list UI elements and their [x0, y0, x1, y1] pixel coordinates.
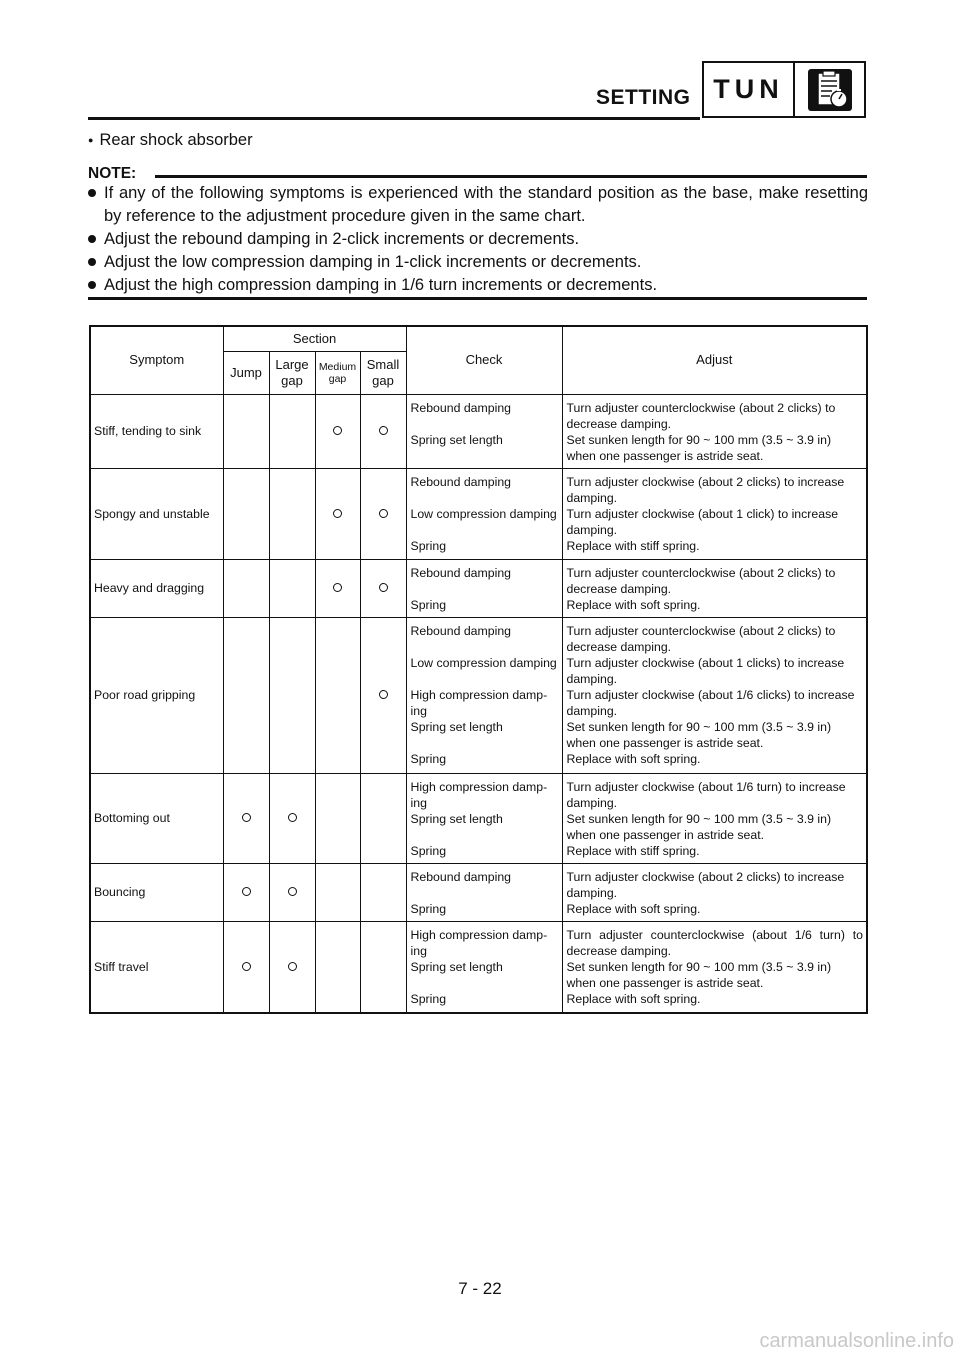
section-mark-cell — [360, 559, 406, 617]
adjust-item: Set sunken length for 90 ~ 100 mm (3.5 ~ 3.9 in) when one passenger is astride seat. — [566, 432, 832, 463]
adjust-cell — [562, 468, 867, 559]
adjust-cell — [562, 394, 867, 468]
check-item: Low compression damping — [410, 655, 557, 670]
circle-mark-icon — [333, 426, 342, 435]
symptom-cell: Bottoming out — [90, 773, 223, 863]
adjust-cell — [562, 559, 867, 617]
table-row — [90, 921, 867, 1013]
section-mark-cell — [315, 773, 360, 863]
check-item — [411, 522, 559, 538]
adjust-item: Turn adjuster counterclockwise (about 2 clicks) to decrease damping. — [566, 400, 836, 431]
symptom-cell: Poor road gripping — [90, 617, 223, 773]
check-cell — [406, 863, 562, 921]
section-mark-cell — [360, 468, 406, 559]
check-cell — [406, 559, 562, 617]
circle-mark-icon — [288, 962, 297, 971]
adjust-cell — [562, 617, 867, 773]
header-check: Check — [406, 326, 562, 394]
circle-mark-icon — [288, 813, 297, 822]
section-mark-cell — [315, 559, 360, 617]
header-section: Section — [223, 326, 406, 351]
section-badge — [702, 61, 866, 118]
header-adjust: Adjust — [562, 326, 867, 394]
check-item: ing — [410, 795, 427, 810]
check-cell — [406, 921, 562, 1013]
circle-mark-icon — [242, 962, 251, 971]
adjust-item: Turn adjuster clockwise (about 1 clicks) to increase damping. — [566, 655, 845, 686]
check-item: Spring — [410, 843, 447, 858]
adjust-item: Turn adjuster clockwise (about 1 click) to increase damping. — [566, 506, 839, 537]
section-mark-cell — [315, 863, 360, 921]
header-jump: Jump — [223, 351, 269, 394]
rear-shock-setting-table — [89, 325, 868, 1014]
check-item — [411, 639, 559, 655]
check-item: High compression damp- — [410, 687, 548, 702]
section-mark-cell — [223, 559, 269, 617]
adjust-cell — [562, 921, 867, 1013]
section-mark-cell — [360, 773, 406, 863]
page-number: 7 - 22 — [458, 1279, 502, 1298]
circle-mark-icon — [379, 426, 388, 435]
section-mark-cell — [315, 394, 360, 468]
symptom-cell: Stiff, tending to sink — [90, 394, 223, 468]
adjust-item: Replace with stiff spring. — [566, 843, 700, 858]
check-item: Spring set length — [410, 432, 503, 447]
bullet-icon — [88, 235, 96, 243]
header-rule — [88, 117, 700, 120]
section-mark-cell — [223, 773, 269, 863]
check-item: Spring set length — [410, 811, 503, 826]
table-row — [90, 394, 867, 468]
check-item: Rebound damping — [410, 623, 512, 638]
clipboard-stopwatch-icon — [795, 63, 864, 116]
table-row — [90, 468, 867, 559]
check-item: High compression damp- — [410, 779, 548, 794]
check-item: Spring — [410, 901, 447, 916]
circle-mark-icon — [242, 887, 251, 896]
check-item — [411, 885, 559, 901]
note-rule-top — [155, 175, 867, 178]
adjust-item: Replace with soft spring. — [566, 597, 701, 612]
check-item: Low compression damping — [410, 506, 557, 521]
header-symptom: Symptom — [90, 326, 223, 394]
section-mark-cell — [223, 863, 269, 921]
table-row — [90, 617, 867, 773]
check-item: Rebound damping — [410, 400, 512, 415]
table-row — [90, 559, 867, 617]
section-mark-cell — [269, 559, 315, 617]
note-item: Adjust the rebound damping in 2-click increments or decrements. — [88, 228, 868, 251]
circle-mark-icon — [379, 690, 388, 699]
section-mark-cell — [269, 617, 315, 773]
check-cell — [406, 773, 562, 863]
watermark: carmanualsonline.info — [759, 1330, 954, 1352]
symptom-cell: Stiff travel — [90, 921, 223, 1013]
adjust-item: Replace with soft spring. — [566, 901, 701, 916]
note-label: NOTE: — [88, 165, 137, 182]
adjust-item: Replace with soft spring. — [566, 991, 701, 1006]
section-mark-cell — [360, 394, 406, 468]
check-item: Spring — [410, 597, 447, 612]
table-row — [90, 773, 867, 863]
bullet-icon — [88, 281, 96, 289]
check-item: Rebound damping — [410, 565, 512, 580]
adjust-item: Turn adjuster clockwise (about 2 clicks) to increase damping. — [566, 869, 845, 900]
check-item: High compression damp- — [410, 927, 548, 942]
check-item — [411, 975, 559, 991]
section-mark-cell — [315, 617, 360, 773]
adjust-item: Turn adjuster counterclockwise (about 2 clicks) to decrease damping. — [566, 623, 836, 654]
adjust-item: Set sunken length for 90 ~ 100 mm (3.5 ~ 3.9 in) when one passenger is astride seat. — [566, 719, 832, 750]
check-item — [411, 671, 559, 687]
check-item: Spring — [410, 751, 447, 766]
check-item: ing — [410, 703, 427, 718]
circle-mark-icon — [242, 813, 251, 822]
symptom-cell: Bouncing — [90, 863, 223, 921]
section-mark-cell — [223, 394, 269, 468]
note-item: Adjust the low compression damping in 1-click increments or decrements. — [88, 251, 868, 274]
check-item — [411, 735, 559, 751]
circle-mark-icon — [288, 887, 297, 896]
check-cell — [406, 617, 562, 773]
check-cell — [406, 394, 562, 468]
adjust-item: Replace with soft spring. — [566, 751, 701, 766]
adjust-item: Turn adjuster clockwise (about 1/6 clicks) to increase damping. — [566, 687, 855, 718]
section-mark-cell — [269, 863, 315, 921]
adjust-item: Turn adjuster clockwise (about 2 clicks) to increase damping. — [566, 474, 845, 505]
check-item: Spring — [410, 991, 447, 1006]
section-mark-cell — [269, 773, 315, 863]
check-item — [411, 827, 559, 843]
section-mark-cell — [269, 468, 315, 559]
section-mark-cell — [223, 617, 269, 773]
check-item: Spring set length — [410, 719, 503, 734]
adjust-item: Turn adjuster counterclockwise (about 2 clicks) to decrease damping. — [566, 565, 836, 596]
section-mark-cell — [223, 468, 269, 559]
symptom-cell: Spongy and unstable — [90, 468, 223, 559]
section-mark-cell — [269, 394, 315, 468]
section-code: TUN — [704, 63, 795, 116]
section-mark-cell — [360, 921, 406, 1013]
check-cell — [406, 468, 562, 559]
circle-mark-icon — [333, 509, 342, 518]
note-item: If any of the following symptoms is experienced with the standard position as the base, make resetting by reference to the adjustment procedure given in the same chart. — [88, 182, 868, 228]
check-item: Spring set length — [410, 959, 503, 974]
header-medium-gap: Medium gap — [315, 351, 360, 394]
adjust-item: Replace with stiff spring. — [566, 538, 700, 553]
section-mark-cell — [360, 863, 406, 921]
intro-text: ● Rear shock absorber — [88, 129, 253, 153]
note-item: Adjust the high compression damping in 1/6 turn increments or decrements. — [88, 274, 868, 297]
section-mark-cell — [360, 617, 406, 773]
header-large-gap: Large gap — [269, 351, 315, 394]
section-mark-cell — [315, 921, 360, 1013]
check-item — [411, 581, 559, 597]
check-item — [411, 416, 559, 432]
check-item: Rebound damping — [410, 869, 512, 884]
adjust-cell — [562, 773, 867, 863]
section-mark-cell — [269, 921, 315, 1013]
symptom-cell: Heavy and dragging — [90, 559, 223, 617]
adjust-item: Set sunken length for 90 ~ 100 mm (3.5 ~ 3.9 in) when one passenger in astride seat. — [566, 811, 832, 842]
section-mark-cell — [315, 468, 360, 559]
circle-mark-icon — [333, 583, 342, 592]
adjust-cell — [562, 863, 867, 921]
circle-mark-icon — [379, 583, 388, 592]
adjust-item: Set sunken length for 90 ~ 100 mm (3.5 ~ 3.9 in) when one passenger is astride seat. — [566, 959, 832, 990]
note-rule-bottom — [88, 297, 867, 300]
check-item: Rebound damping — [410, 474, 512, 489]
check-item: Spring — [410, 538, 447, 553]
circle-mark-icon — [379, 509, 388, 518]
check-item — [411, 490, 559, 506]
header-small-gap: Small gap — [360, 351, 406, 394]
adjust-item: Turn adjuster clockwise (about 1/6 turn) to increase damping. — [566, 779, 846, 810]
adjust-item: Turn adjuster counterclockwise (about 1/6 turn) to decrease damping. — [566, 927, 863, 958]
table-row — [90, 863, 867, 921]
bullet-icon — [88, 189, 96, 197]
bullet-icon — [88, 258, 96, 266]
check-item: ing — [410, 943, 427, 958]
section-mark-cell — [223, 921, 269, 1013]
section-title: SETTING — [596, 86, 691, 109]
